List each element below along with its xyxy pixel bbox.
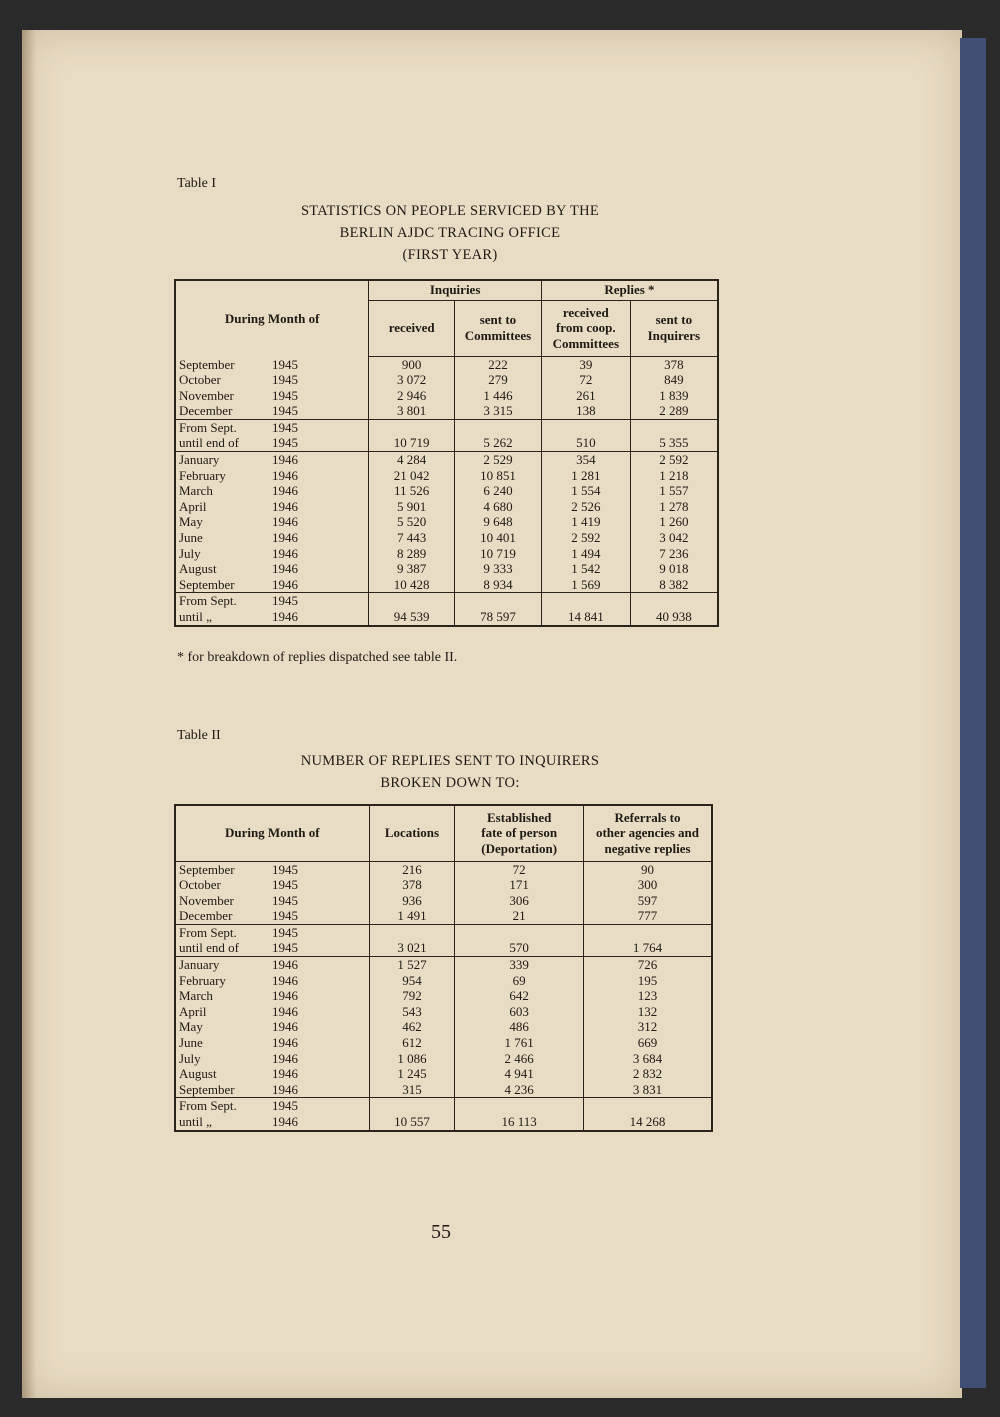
row-year: 1946: [272, 972, 298, 988]
row-month: June: [179, 530, 203, 546]
row-year: 1946: [272, 1081, 298, 1097]
row-month: November: [179, 892, 234, 908]
row-label: [175, 957, 369, 973]
table-row: [175, 388, 718, 404]
row-year: 1945: [272, 356, 298, 372]
cell-value: 1 761: [455, 1035, 584, 1051]
cell-value: 2 526: [541, 499, 630, 515]
row-month: until „: [179, 1114, 212, 1129]
cell-value: 1 218: [630, 468, 718, 484]
table-row: [175, 577, 718, 593]
table-row: [175, 593, 718, 609]
table1-title-line: (FIRST YEAR): [402, 247, 498, 263]
header-line: sent to: [479, 312, 517, 328]
cell-value: 9 018: [630, 561, 718, 577]
cell-value: 3 684: [584, 1051, 713, 1067]
cell-value: 570: [455, 940, 584, 956]
table-row: [175, 973, 712, 989]
row-year: 1946: [272, 514, 298, 530]
cell-value: [584, 1098, 713, 1114]
row-year: 1946: [272, 1019, 298, 1035]
table1: [174, 279, 719, 627]
table1-body: [175, 356, 718, 626]
cell-value: 9 387: [369, 561, 455, 577]
row-year: 1945: [272, 877, 298, 893]
row-month: From Sept.: [179, 924, 237, 940]
cell-value: 1 542: [541, 561, 630, 577]
cell-value: 726: [584, 957, 713, 973]
header-sent-inquirers: [630, 300, 718, 356]
cell-value: 5 901: [369, 499, 455, 515]
cell-value: 378: [369, 877, 455, 893]
cell-value: 1 491: [369, 908, 455, 924]
cell-value: 94 539: [369, 609, 455, 626]
cell-value: [541, 419, 630, 435]
cell-value: 900: [369, 356, 455, 372]
row-month: until end of: [179, 435, 239, 451]
cell-value: [455, 419, 542, 435]
table-row: [175, 1066, 712, 1082]
table-row: [175, 468, 718, 484]
cell-value: 90: [584, 861, 713, 877]
row-year: 1945: [272, 372, 298, 388]
cell-value: 1 839: [630, 388, 718, 404]
cell-value: 78 597: [455, 609, 542, 626]
table-row: [175, 419, 718, 435]
cell-value: [630, 419, 718, 435]
row-label: [175, 452, 369, 468]
table-row: [175, 372, 718, 388]
cell-value: 11 526: [369, 483, 455, 499]
cell-value: 39: [541, 356, 630, 372]
row-label: [175, 877, 369, 893]
cell-value: 5 520: [369, 514, 455, 530]
cell-value: 10 428: [369, 577, 455, 593]
row-label: [175, 419, 369, 435]
header-inquiries: Inquiries: [369, 280, 542, 300]
cell-value: 1 527: [369, 957, 455, 973]
row-label: [175, 483, 369, 499]
row-year: 1945: [272, 892, 298, 908]
cell-value: 132: [584, 1004, 713, 1020]
cell-value: 1 419: [541, 514, 630, 530]
cell-value: 378: [630, 356, 718, 372]
table-row: [175, 988, 712, 1004]
cell-value: [455, 593, 542, 609]
cell-value: [541, 593, 630, 609]
row-month: March: [179, 988, 213, 1004]
cell-value: 486: [455, 1019, 584, 1035]
row-label: [175, 1004, 369, 1020]
cell-value: 792: [369, 988, 455, 1004]
row-year: 1946: [272, 530, 298, 546]
table1-title-line: STATISTICS ON PEOPLE SERVICED BY THE: [300, 203, 600, 219]
row-month: June: [179, 1035, 203, 1051]
cell-value: 14 841: [541, 609, 630, 626]
cell-value: 2 592: [630, 452, 718, 468]
page-number: 55: [431, 1221, 451, 1243]
cell-value: 8 934: [455, 577, 542, 593]
table-row: [175, 483, 718, 499]
table-row: [175, 1114, 712, 1131]
cell-value: 4 236: [455, 1082, 584, 1098]
row-month: May: [179, 514, 203, 530]
cell-value: [369, 1098, 455, 1114]
row-label: [175, 499, 369, 515]
row-year: 1945: [272, 861, 298, 877]
row-year: 1945: [272, 419, 298, 435]
cell-value: 300: [584, 877, 713, 893]
row-label: [175, 468, 369, 484]
row-month: March: [179, 483, 213, 499]
cell-value: 1 764: [584, 940, 713, 956]
row-year: 1946: [272, 988, 298, 1004]
cell-value: 14 268: [584, 1114, 713, 1131]
cell-value: 7 443: [369, 530, 455, 546]
cell-value: 2 529: [455, 452, 542, 468]
cell-value: 40 938: [630, 609, 718, 626]
table-row: [175, 1082, 712, 1098]
table1-label: Table I: [177, 176, 217, 191]
cell-value: 339: [455, 957, 584, 973]
table-row: [175, 356, 718, 372]
row-month: August: [179, 1066, 217, 1082]
cell-value: 3 042: [630, 530, 718, 546]
row-year: 1945: [272, 387, 298, 403]
table-row: [175, 893, 712, 909]
header-referrals: [584, 805, 713, 861]
row-label: [175, 1019, 369, 1035]
cell-value: 1 278: [630, 499, 718, 515]
row-label: [175, 372, 369, 388]
row-month: August: [179, 561, 217, 577]
row-month: February: [179, 467, 226, 483]
row-year: 1945: [272, 908, 298, 924]
cell-value: 2 592: [541, 530, 630, 546]
row-month: September: [179, 861, 235, 877]
cell-value: 1 086: [369, 1051, 455, 1067]
row-label: [175, 356, 369, 372]
cell-value: 195: [584, 973, 713, 989]
row-year: 1946: [272, 957, 298, 973]
row-year: 1946: [272, 1003, 298, 1019]
cell-value: 138: [541, 403, 630, 419]
cell-value: 543: [369, 1004, 455, 1020]
row-month: October: [179, 877, 221, 893]
cell-value: 10 719: [369, 435, 455, 451]
row-year: 1946: [272, 483, 298, 499]
row-year: 1946: [272, 452, 298, 468]
row-label: [175, 577, 369, 593]
row-year: 1945: [272, 593, 298, 609]
row-month: February: [179, 972, 226, 988]
row-month: September: [179, 576, 235, 592]
header-line: Committees: [464, 328, 532, 343]
table2-label: Table II: [177, 728, 221, 743]
row-month: July: [179, 1050, 201, 1066]
row-month: until end of: [179, 940, 239, 956]
cell-value: 261: [541, 388, 630, 404]
cell-value: 10 401: [455, 530, 542, 546]
row-label: [175, 609, 369, 626]
cell-value: [369, 419, 455, 435]
cell-value: 597: [584, 893, 713, 909]
cell-value: 1 446: [455, 388, 542, 404]
header-line: other agencies and: [595, 825, 700, 841]
table-row: [175, 957, 712, 973]
cell-value: 279: [455, 372, 542, 388]
row-year: 1945: [272, 924, 298, 940]
cell-value: 462: [369, 1019, 455, 1035]
table-row: [175, 546, 718, 562]
header-line: from coop.: [555, 320, 616, 336]
cell-value: 9 648: [455, 514, 542, 530]
cell-value: 216: [369, 861, 455, 877]
cell-value: 354: [541, 452, 630, 468]
header-line: Referrals to: [614, 809, 681, 825]
cell-value: 1 554: [541, 483, 630, 499]
row-label: [175, 988, 369, 1004]
cell-value: 21: [455, 908, 584, 924]
cell-value: 306: [455, 893, 584, 909]
cell-value: 1 557: [630, 483, 718, 499]
row-label: [175, 1114, 369, 1131]
row-year: 1946: [272, 609, 298, 624]
row-year: 1946: [272, 561, 298, 577]
cell-value: 1 281: [541, 468, 630, 484]
header-line: negative replies: [604, 841, 691, 857]
row-label: [175, 593, 369, 609]
cell-value: 4 680: [455, 499, 542, 515]
cell-value: [455, 1098, 584, 1114]
cell-value: 8 382: [630, 577, 718, 593]
row-label: [175, 908, 369, 924]
cell-value: 1 245: [369, 1066, 455, 1082]
table2-title-line: NUMBER OF REPLIES SENT TO INQUIRERS: [300, 753, 600, 769]
row-label: [175, 1098, 369, 1114]
cell-value: [630, 593, 718, 609]
cell-value: 4 284: [369, 452, 455, 468]
cell-value: [455, 924, 584, 940]
cell-value: 510: [541, 435, 630, 451]
cell-value: 21 042: [369, 468, 455, 484]
row-month: From Sept.: [179, 1098, 237, 1114]
header-replies: Replies *: [541, 280, 718, 300]
table2-body: [175, 861, 712, 1131]
table-row: [175, 924, 712, 940]
cell-value: 3 021: [369, 940, 455, 956]
row-label: [175, 893, 369, 909]
cell-value: 72: [541, 372, 630, 388]
cell-value: 669: [584, 1035, 713, 1051]
cell-value: 849: [630, 372, 718, 388]
row-label: [175, 546, 369, 562]
row-month: November: [179, 387, 234, 403]
row-month: From Sept.: [179, 593, 237, 609]
row-label: [175, 1066, 369, 1082]
cell-value: [369, 593, 455, 609]
row-month: December: [179, 403, 233, 419]
row-label: [175, 514, 369, 530]
cell-value: 936: [369, 893, 455, 909]
cell-value: 2 946: [369, 388, 455, 404]
table-row: [175, 908, 712, 924]
cell-value: 123: [584, 988, 713, 1004]
table-row: [175, 1035, 712, 1051]
row-month: May: [179, 1019, 203, 1035]
table-row: [175, 609, 718, 626]
cell-value: 10 557: [369, 1114, 455, 1131]
header-line: sent to: [655, 312, 693, 328]
row-label: [175, 388, 369, 404]
table2: [174, 804, 713, 1132]
row-year: 1946: [272, 545, 298, 561]
book-cover-edge: [960, 38, 986, 1388]
row-month: January: [179, 957, 220, 973]
row-label: [175, 530, 369, 546]
header-sent-committees: [455, 300, 542, 356]
row-label: [175, 924, 369, 940]
cell-value: 171: [455, 877, 584, 893]
header-received: received: [369, 300, 455, 356]
table1-title: [0, 200, 900, 266]
row-label: [175, 940, 369, 956]
cell-value: 954: [369, 973, 455, 989]
table-row: [175, 861, 712, 877]
row-label: [175, 861, 369, 877]
cell-value: 3 315: [455, 403, 542, 419]
header-line: Established: [487, 809, 552, 825]
row-year: 1945: [272, 435, 298, 451]
row-label: [175, 1035, 369, 1051]
header-line: Committees: [552, 335, 620, 351]
table-row: [175, 530, 718, 546]
row-month: January: [179, 452, 220, 468]
table-row: [175, 1004, 712, 1020]
row-year: 1945: [272, 940, 298, 956]
table-row: [175, 452, 718, 468]
row-month: December: [179, 908, 233, 924]
cell-value: 642: [455, 988, 584, 1004]
cell-value: [584, 924, 713, 940]
cell-value: 72: [455, 861, 584, 877]
row-label: [175, 1051, 369, 1067]
row-month: September: [179, 1081, 235, 1097]
cell-value: 16 113: [455, 1114, 584, 1131]
table2-title: [0, 750, 900, 794]
cell-value: 3 801: [369, 403, 455, 419]
table-row: [175, 403, 718, 419]
row-month: From Sept.: [179, 419, 237, 435]
cell-value: 4 941: [455, 1066, 584, 1082]
cell-value: 5 262: [455, 435, 542, 451]
table1-title-line: BERLIN AJDC TRACING OFFICE: [339, 225, 561, 241]
cell-value: 222: [455, 356, 542, 372]
header-established: [455, 805, 584, 861]
header-received-coop: [541, 300, 630, 356]
cell-value: 2 466: [455, 1051, 584, 1067]
row-month: October: [179, 372, 221, 388]
table-row: [175, 1051, 712, 1067]
row-month: July: [179, 545, 201, 561]
cell-value: 612: [369, 1035, 455, 1051]
table2-title-line: BROKEN DOWN TO:: [380, 775, 520, 791]
cell-value: 603: [455, 1004, 584, 1020]
table-row: [175, 940, 712, 956]
cell-value: 315: [369, 1082, 455, 1098]
cell-value: 8 289: [369, 546, 455, 562]
table-row: [175, 1019, 712, 1035]
table-row: [175, 499, 718, 515]
header-line: fate of person: [481, 825, 558, 841]
row-month: September: [179, 356, 235, 372]
cell-value: 7 236: [630, 546, 718, 562]
cell-value: 69: [455, 973, 584, 989]
row-year: 1946: [272, 1035, 298, 1051]
cell-value: 6 240: [455, 483, 542, 499]
row-label: [175, 403, 369, 419]
cell-value: 1 494: [541, 546, 630, 562]
cell-value: 10 851: [455, 468, 542, 484]
cell-value: 3 072: [369, 372, 455, 388]
row-label: [175, 1082, 369, 1098]
row-label: [175, 435, 369, 451]
cell-value: 2 289: [630, 403, 718, 419]
row-year: 1945: [272, 1098, 298, 1114]
row-label: [175, 561, 369, 577]
header-locations: Locations: [369, 805, 455, 861]
row-month: April: [179, 498, 207, 514]
cell-value: 3 831: [584, 1082, 713, 1098]
row-year: 1946: [272, 576, 298, 592]
row-month: until „: [179, 609, 212, 624]
header-line: received: [562, 304, 609, 320]
cell-value: 312: [584, 1019, 713, 1035]
row-month: April: [179, 1003, 207, 1019]
table1-footnote: * for breakdown of replies dispatched see table II.: [177, 650, 458, 665]
table-row: [175, 514, 718, 530]
cell-value: 5 355: [630, 435, 718, 451]
header-month: During Month of: [175, 805, 369, 861]
cell-value: 1 260: [630, 514, 718, 530]
table-row: [175, 435, 718, 451]
row-label: [175, 973, 369, 989]
row-year: 1946: [272, 498, 298, 514]
header-month: During Month of: [224, 310, 320, 326]
cell-value: 10 719: [455, 546, 542, 562]
cell-value: [369, 924, 455, 940]
table-row: [175, 877, 712, 893]
header-line: (Deportation): [481, 841, 558, 857]
row-year: 1946: [272, 1050, 298, 1066]
header-line: Inquirers: [647, 328, 701, 343]
row-year: 1946: [272, 467, 298, 483]
row-year: 1946: [272, 1066, 298, 1082]
cell-value: 1 569: [541, 577, 630, 593]
table-row: [175, 561, 718, 577]
row-year: 1945: [272, 403, 298, 419]
row-year: 1946: [272, 1114, 298, 1129]
table-row: [175, 1098, 712, 1114]
cell-value: 9 333: [455, 561, 542, 577]
cell-value: 777: [584, 908, 713, 924]
cell-value: 2 832: [584, 1066, 713, 1082]
